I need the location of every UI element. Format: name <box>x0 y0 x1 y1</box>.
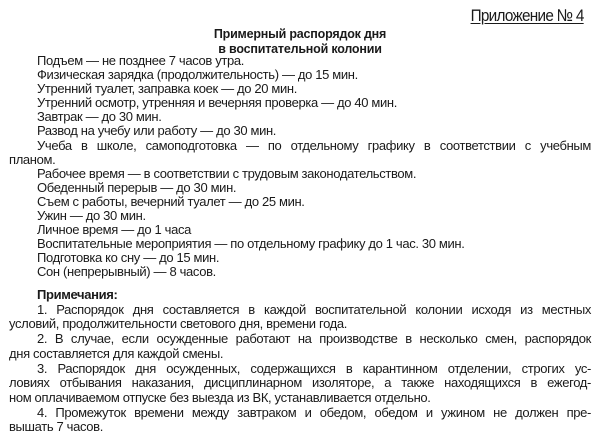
schedule-item-line: Ужин — до 30 мин. <box>37 208 146 224</box>
schedule-item <box>9 96 591 110</box>
schedule-item <box>9 82 591 96</box>
schedule-item-line: Сон (непрерывный) — 8 часов. <box>37 264 216 280</box>
note-item-line: 4. Промежуток времени между завтраком и обедом, обедом и ужином не должен пре- <box>37 404 591 420</box>
schedule-item-line: планом. <box>9 151 56 167</box>
schedule-item-line: Утренний осмотр, утренняя и вечерняя проверка — до 40 мин. <box>37 95 398 111</box>
schedule-item-line: Подъем — не позднее 7 часов утра. <box>37 53 244 68</box>
note-item <box>9 406 591 435</box>
notes-section <box>9 288 591 435</box>
note-item-line: ловиях отбывания наказания, дисциплинарном изоляторе, а также находящихся в ежегод- <box>9 375 591 391</box>
document-title <box>0 27 600 56</box>
schedule-item-line: Учеба в школе, самоподготовка — по отдельному графику в соответствии с учебным <box>37 137 591 153</box>
schedule-item-line: Обеденный перерыв — до 30 мин. <box>37 179 237 195</box>
schedule-item <box>9 237 591 251</box>
schedule-item-line: Личное время — до 1 часа <box>37 222 191 238</box>
note-item-line: 1. Распорядок дня составляется в каждой воспитательной колонии исходя из местных <box>37 301 591 317</box>
note-item-line: 3. Распорядок дня осужденных, содержащихся в карантинном отделении, строгих ус- <box>37 360 591 376</box>
schedule-item <box>9 124 591 138</box>
schedule-item-line: Физическая зарядка (продолжительность) — до 15 мин. <box>37 67 358 83</box>
schedule-item <box>9 139 591 167</box>
note-item <box>9 303 591 332</box>
schedule-item-line: Утренний туалет, заправка коек — до 20 мин. <box>37 81 298 97</box>
schedule-item <box>9 209 591 223</box>
note-item <box>9 332 591 361</box>
note-item <box>9 362 591 406</box>
schedule-item-line: Рабочее время — в соответствии с трудовым законодательством. <box>37 165 417 181</box>
schedule-item <box>9 68 591 82</box>
schedule-item <box>9 167 591 181</box>
note-item-line: 2. В случае, если осужденные работают на производстве в несколько смен, распорядок <box>37 331 591 347</box>
schedule-item-line: Развод на учебу или работу — до 30 мин. <box>37 123 277 139</box>
note-item-line: дня составляется для каждой смены. <box>9 345 224 361</box>
schedule-item <box>9 265 591 279</box>
note-item-line: ном оплачиваемом отпуске без выезда из ВК, устанавливается отдельно. <box>9 389 431 405</box>
note-item-line: условий, продолжительности светового дня, времени года. <box>9 316 348 332</box>
note-item-line: вышать 7 часов. <box>9 419 103 435</box>
title-line: в воспитательной колонии <box>218 41 382 56</box>
schedule-item <box>9 223 591 237</box>
schedule-item <box>9 54 591 68</box>
notes-title: Примечания: <box>37 287 118 302</box>
title-line: Примерный распорядок дня <box>213 27 387 41</box>
schedule-item <box>9 251 591 265</box>
schedule-item-line: Завтрак — до 30 мин. <box>37 109 162 125</box>
schedule-item <box>9 181 591 195</box>
appendix-label: Приложение № 4 <box>470 6 584 25</box>
schedule-item <box>9 195 591 209</box>
schedule-item-line: Подготовка ко сну — до 15 мин. <box>37 250 220 266</box>
schedule-list <box>9 54 591 280</box>
schedule-item-line: Воспитательные мероприятия — по отдельному графику до 1 час. 30 мин. <box>37 236 465 252</box>
schedule-item <box>9 110 591 124</box>
schedule-item-line: Съем с работы, вечерний туалет — до 25 мин. <box>37 193 305 209</box>
